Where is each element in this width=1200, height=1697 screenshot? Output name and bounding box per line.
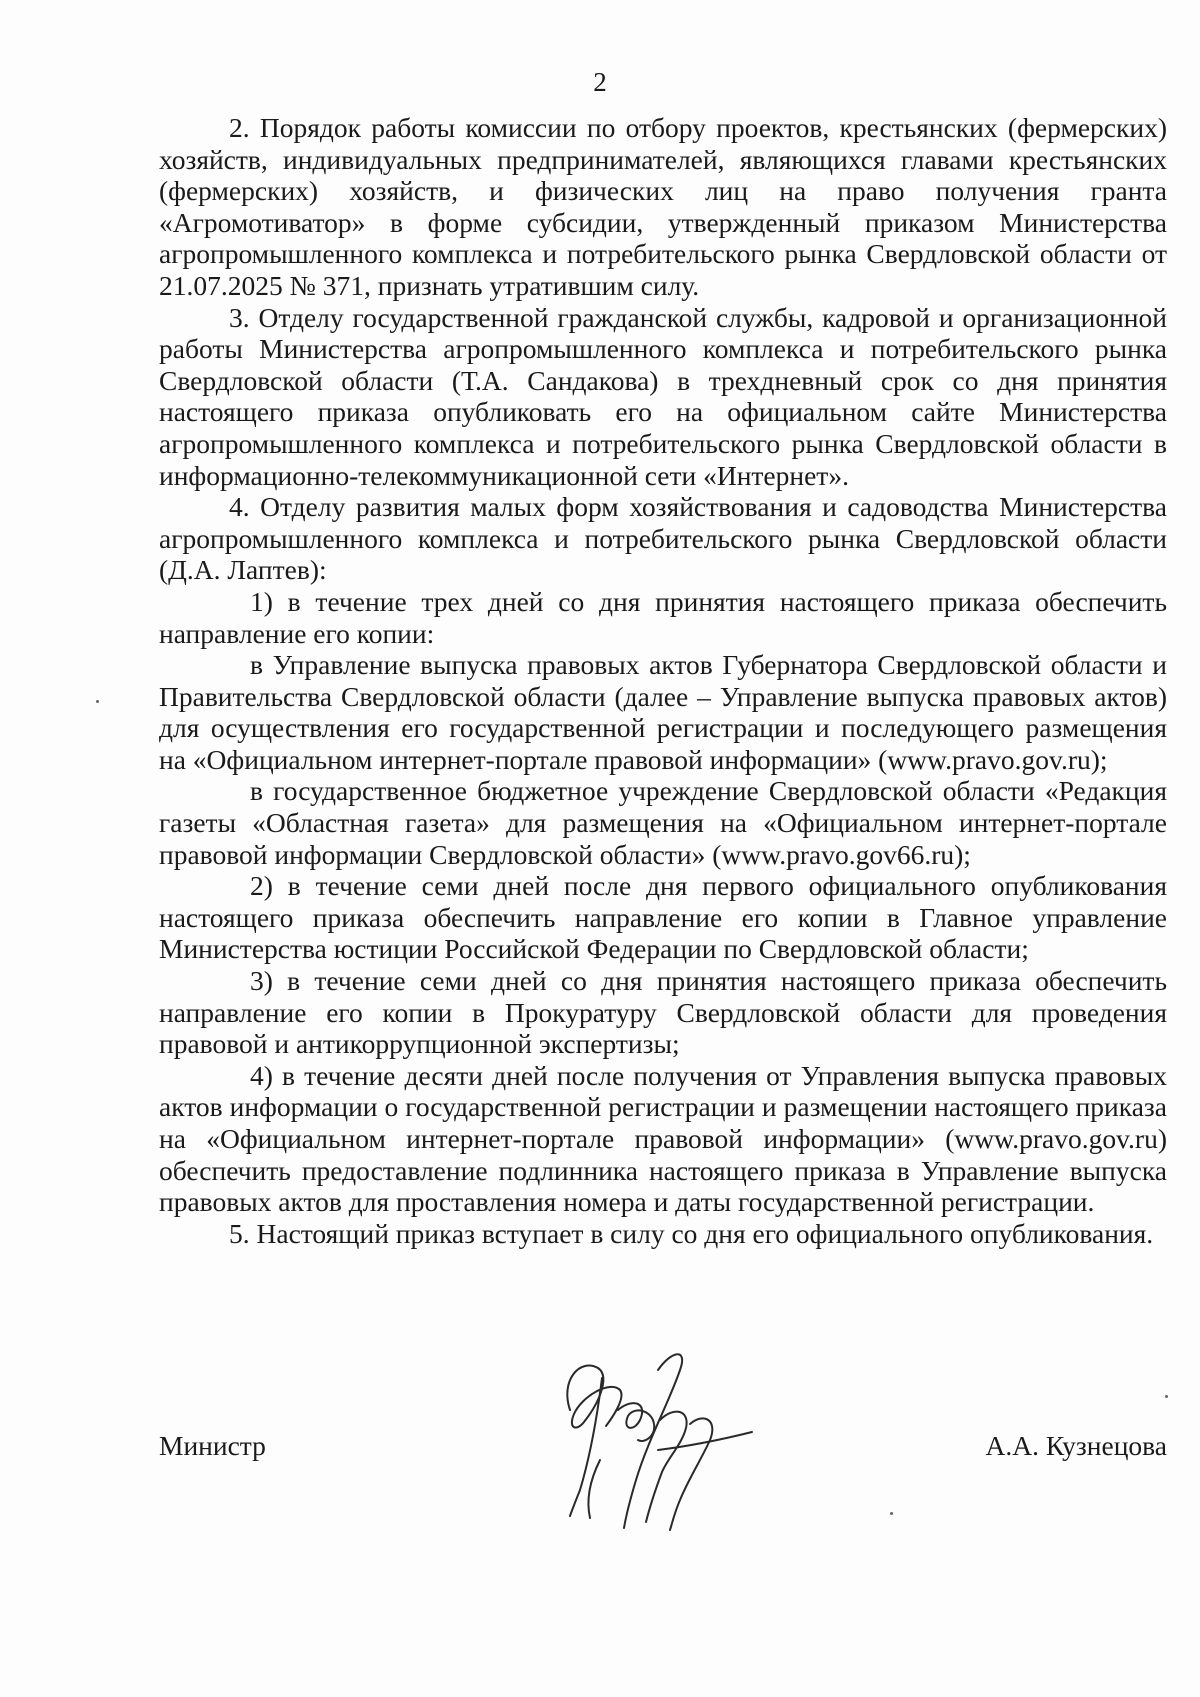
paragraph-4: 4. Отделу развития малых форм хозяйствования и садоводства Министерства агропромышленного комплекса и потребительского рынка Свердловской области (Д.А. Лаптев): (159, 491, 1167, 586)
subparagraph-4-1-recipient-1: в Управление выпуска правовых актов Губернатора Свердловской области и Правительства Свердловской области (далее – Управление выпуска правовых актов) для осуществления его государственной регистрации и последующего размещения на «Официальном интернет-портале правовой информации» (www.pravo.gov.ru); (159, 649, 1167, 775)
paragraph-2: 2. Порядок работы комиссии по отбору проектов, крестьянских (фермерских) хозяйств, индивидуальных предпринимателей, являющихся главами крестьянских (фермерских) хозяйств, и физических лиц на право получения гранта «Агромотиватор» в форме субсидии, утвержденный приказом Министерства агропромышленного комплекса и потребительского рынка Свердловской области от 21.07.2025 № 371, признать утратившим силу. (159, 112, 1167, 301)
scan-speck (890, 1512, 893, 1515)
signatory-title: Министр (159, 1430, 266, 1461)
subparagraph-4-1: 1) в течение трех дней со дня принятия настоящего приказа обеспечить направление его копии: (159, 585, 1167, 649)
scan-speck (96, 700, 99, 703)
paragraph-3: 3. Отделу государственной гражданской службы, кадровой и организационной работы Министерства агропромышленного комплекса и потребительского рынка Свердловской области (Т.А. Сандакова) в трехдневный срок со дня принятия настоящего приказа опубликовать его на официальном сайте Министерства агропромышленного комплекса и потребительского рынка Свердловской области в информационно-телекоммуникационной сети «Интернет». (159, 301, 1167, 491)
signature-block (159, 1430, 1167, 1470)
scan-speck (1165, 1395, 1168, 1398)
page-number: 2 (593, 67, 607, 97)
subparagraph-4-1-recipient-2: в государственное бюджетное учреждение Свердловской области «Редакция газеты «Областная газета» для размещения на «Официальном интернет-портале правовой информации Свердловской области» (www.pravo.gov66.ru); (159, 775, 1167, 870)
signatory-name: А.А. Кузнецова (985, 1430, 1167, 1461)
paragraph-5: 5. Настоящий приказ вступает в силу со дня его официального опубликования. (229, 1217, 1154, 1249)
subparagraph-4-3: 3) в течение семи дней со дня принятия настоящего приказа обеспечить направление его копии в Прокуратуру Свердловской области для проведения правовой и антикоррупционной экспертизы; (159, 965, 1167, 1060)
document-body (159, 112, 1167, 1249)
subparagraph-4-4: 4) в течение десяти дней после получения от Управления выпуска правовых актов информации о государственной регистрации и размещении настоящего приказа на «Официальном интернет-портале правовой информации» (www.pravo.gov.ru) обеспечить предоставление подлинника настоящего приказа в Управление выпуска правовых актов для проставления номера и даты государственной регистрации. (159, 1059, 1167, 1218)
subparagraph-4-2: 2) в течение семи дней после дня первого официального опубликования настоящего приказа обеспечить направление его копии в Главное управление Министерства юстиции Российской Федерации по Свердловской области; (159, 870, 1167, 965)
